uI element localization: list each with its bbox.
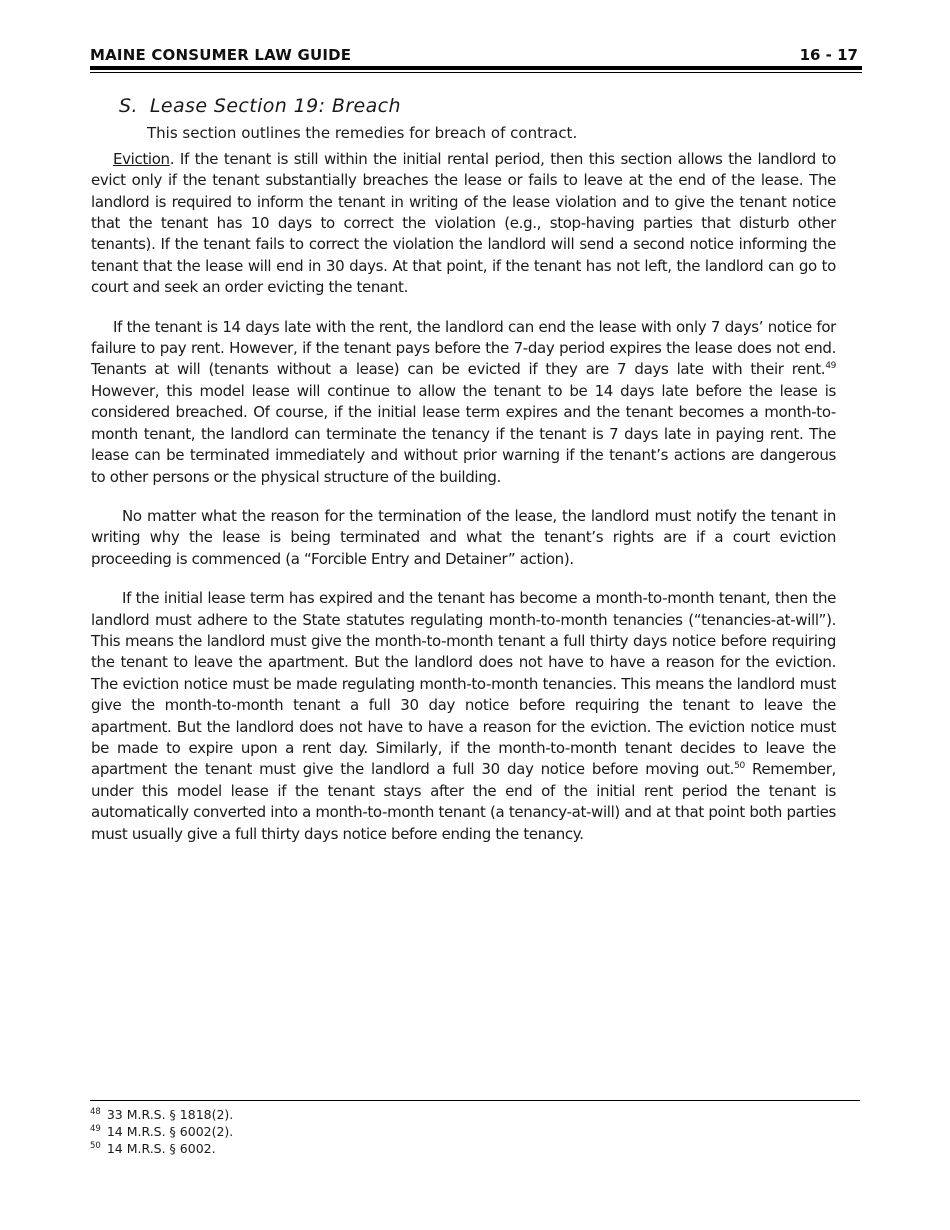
footnote-48 xyxy=(90,1106,233,1123)
footnotes xyxy=(90,1106,233,1157)
paragraph-mtm-text-b: Remember, under this model lease if the tenant stays after the end of the initial rent period the tenant is automatically converted into a month-to-month tenant (a tenancy-at-will) and at that point both parties must usually give a full thirty days notice before ending the tenancy. xyxy=(91,760,836,843)
paragraph-mtm-text-a: If the initial lease term has expired and the tenant has become a month-to-month tenant, then the landlord must adhere to the State statutes regulating month-to-month tenancies (“tenancies-at-will”). This means the landlord must give the month-to-month tenant a full thirty days notice before requiring the tenant to leave the apartment. But the landlord does not have to have a reason for the eviction. The eviction notice must be made regulating month-to-month tenancies. This means the landlord must give the month-to-month tenant a full 30 day notice before requiring the tenant to leave the apartment. But the landlord does not have to have a reason for the eviction. The eviction notice must be made to expire upon a rent day. Similarly, if the month-to-month tenant decides to leave the apartment the tenant must give the landlord a full 30 day notice before moving out. xyxy=(91,589,836,779)
header-rule-thick xyxy=(90,66,862,70)
section-heading xyxy=(119,96,836,117)
page-number: 16 - 17 xyxy=(799,46,858,64)
footnote-text: 14 M.R.S. § 6002(2). xyxy=(106,1124,234,1139)
footnote-text: 14 M.R.S. § 6002. xyxy=(106,1141,216,1156)
section-letter: S. xyxy=(119,95,138,117)
footnote-49 xyxy=(90,1123,233,1140)
paragraph-late-rent xyxy=(91,317,836,488)
eviction-lead: Eviction xyxy=(113,149,170,168)
section-title: Lease Section 19: Breach xyxy=(149,95,401,117)
footnote-ref-49[interactable]: 49 xyxy=(825,361,836,372)
section-intro: This section outlines the remedies for breach of contract. xyxy=(147,124,578,143)
paragraph-late-rent-text-a: If the tenant is 14 days late with the rent, the landlord can end the lease with only 7 days’ notice for failure to pay rent. However, if the tenant pays before the 7-day period expires the lease does not end. Tenants at will (tenants without a lease) can be evicted if they are 7 days late with their rent. xyxy=(91,317,836,379)
footnote-text: 33 M.R.S. § 1818(2). xyxy=(106,1107,234,1122)
paragraph-notice xyxy=(91,506,836,570)
paragraph-eviction-text: . If the tenant is still within the initial rental period, then this section allows the landlord to evict only if the tenant substantially breaches the lease or fails to leave at the end of the lease. The landlord is required to inform the tenant in writing of the lease violation and to give the tenant notice that the tenant has 10 days to correct the violation (e.g., stop-having parties that disturb other tenants). If the tenant fails to correct the violation the landlord will send a second notice informing the tenant that the lease will end in 30 days. At that point, if the tenant has not left, the landlord can go to court and seek an order evicting the tenant. xyxy=(91,149,836,297)
main-content xyxy=(91,96,836,863)
paragraph-late-rent-text-b: However, this model lease will continue to allow the tenant to be 14 days late before the lease is considered breached. Of course, if the initial lease term expires and the tenant becomes a month-to-month tenant, the landlord can terminate the tenancy if the tenant is 7 days late in paying rent. The lease can be terminated immediately and without prior warning if the tenant’s actions are dangerous to other persons or the physical structure of the building. xyxy=(91,381,836,486)
running-header xyxy=(90,44,862,68)
paragraph-month-to-month xyxy=(91,588,836,845)
footnote-number: 50 xyxy=(90,1141,101,1151)
header-title: MAINE CONSUMER LAW GUIDE xyxy=(90,46,352,64)
footnote-50 xyxy=(90,1140,233,1157)
paragraph-eviction xyxy=(91,149,836,299)
footnote-number: 48 xyxy=(90,1107,101,1117)
paragraph-notice-text: No matter what the reason for the termination of the lease, the landlord must notify the tenant in writing why the lease is being terminated and what the tenant’s rights are if a court eviction proceeding is commenced (a “Forcible Entry and Detainer” action). xyxy=(91,506,836,568)
footnote-rule xyxy=(90,1100,860,1101)
footnote-number: 49 xyxy=(90,1124,101,1134)
header-rule-thin xyxy=(90,72,862,73)
footnote-ref-50[interactable]: 50 xyxy=(734,761,745,772)
